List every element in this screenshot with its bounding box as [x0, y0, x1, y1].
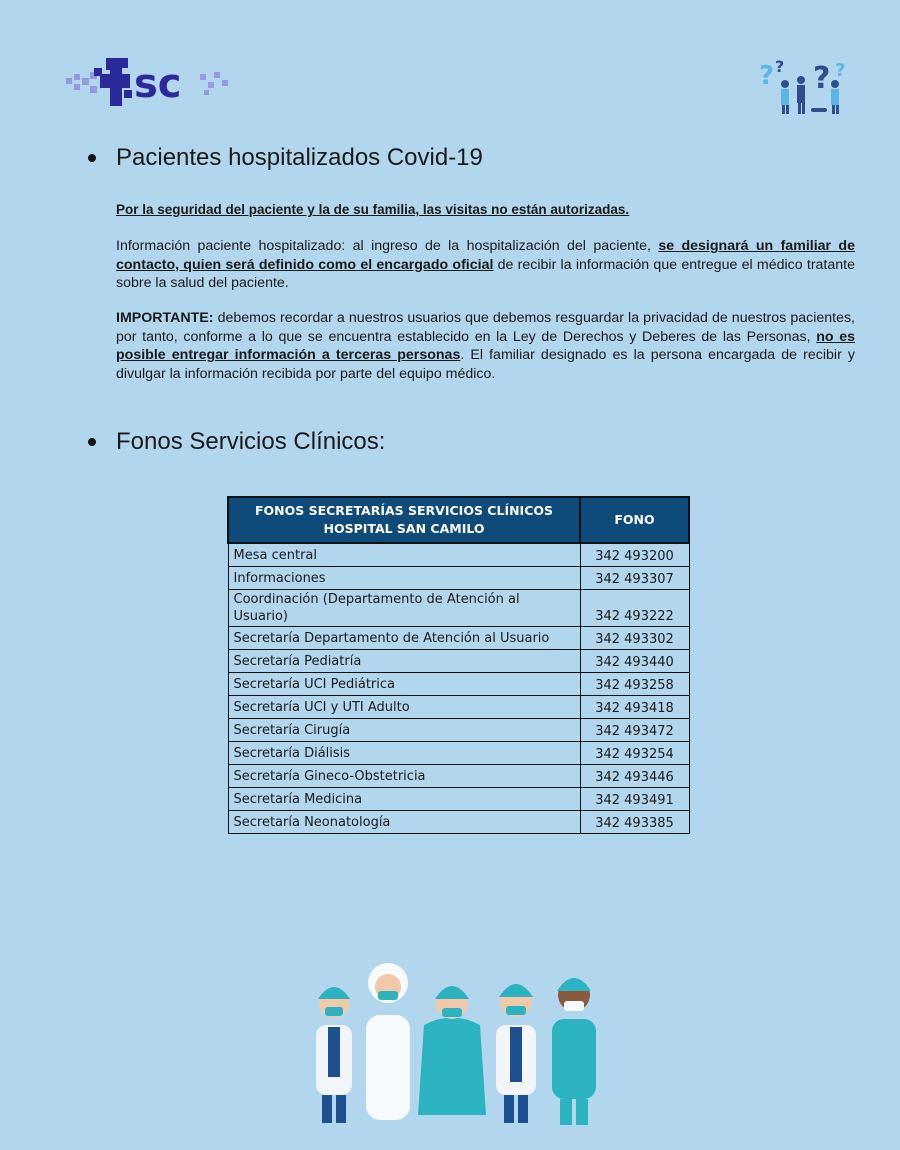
service-name-cell: Secretaría Medicina	[228, 788, 580, 811]
svg-text:?: ?	[775, 57, 785, 76]
table-header-row	[228, 497, 689, 543]
table-row	[228, 788, 689, 811]
section-title: Fonos Servicios Clínicos:	[116, 428, 386, 455]
phone-number-cell: 342 493222	[580, 590, 689, 627]
medical-staff-illustration	[298, 955, 603, 1130]
hospital-logo	[64, 52, 234, 112]
table-row	[228, 543, 689, 567]
phone-number-cell: 342 493472	[580, 719, 689, 742]
important-text-end: . El familiar designado es la persona encargada de recibir y divulgar la información recibida por parte del equipo médico.	[116, 347, 855, 382]
table-row	[228, 650, 689, 673]
questions-people-icon	[755, 54, 855, 116]
table-row	[228, 765, 689, 788]
info-text-start: Información paciente hospitalizado: al ingreso de la hospitalización del paciente,	[116, 238, 651, 254]
section-title: Pacientes hospitalizados Covid-19	[116, 144, 483, 171]
table-row	[228, 627, 689, 650]
table-body	[228, 543, 689, 834]
svg-text:?: ?	[835, 60, 846, 81]
service-name-cell: Secretaría Diálisis	[228, 742, 580, 765]
important-paragraph	[116, 309, 855, 383]
service-name-cell: Secretaría Pediatría	[228, 650, 580, 673]
header-line-2: HOSPITAL SAN CAMILO	[323, 521, 485, 536]
phone-number-cell: 342 493418	[580, 696, 689, 719]
table-row	[228, 696, 689, 719]
info-paragraph	[116, 237, 855, 293]
important-text-bold: no es posible entregar información a terceras personas	[116, 328, 855, 363]
section-covid-heading	[88, 144, 483, 172]
table-row	[228, 719, 689, 742]
column-header-service	[228, 497, 580, 543]
service-name-cell: Secretaría Departamento de Atención al Usuario	[228, 627, 580, 650]
service-name-cell: Secretaría UCI Pediátrica	[228, 673, 580, 696]
phone-number-cell: 342 493440	[580, 650, 689, 673]
svg-text:?: ?	[759, 61, 775, 91]
table-row	[228, 567, 689, 590]
important-label: IMPORTANTE:	[116, 310, 214, 326]
section-phones-heading	[88, 428, 385, 456]
service-name-cell: Mesa central	[228, 543, 580, 567]
bullet-icon	[88, 438, 96, 446]
table-row	[228, 811, 689, 834]
info-text-end: de recibir la información que entregue el médico tratante sobre la salud del paciente.	[116, 256, 855, 291]
svg-text:sc: sc	[134, 61, 182, 107]
phone-number-cell: 342 493385	[580, 811, 689, 834]
column-header-phone: FONO	[580, 497, 689, 543]
svg-text:?: ?	[813, 61, 831, 96]
bullet-icon	[88, 154, 96, 162]
info-text-bold: se designará un familiar de contacto, quien será definido como el encargado oficial	[116, 238, 855, 273]
service-name-cell: Coordinación (Departamento de Atención al Usuario)	[228, 590, 580, 627]
table-row	[228, 742, 689, 765]
phone-number-cell: 342 493446	[580, 765, 689, 788]
phone-number-cell: 342 493254	[580, 742, 689, 765]
service-name-cell: Secretaría Cirugía	[228, 719, 580, 742]
phone-number-cell: 342 493302	[580, 627, 689, 650]
service-name-cell: Informaciones	[228, 567, 580, 590]
service-name-cell: Secretaría UCI y UTI Adulto	[228, 696, 580, 719]
phone-number-cell: 342 493491	[580, 788, 689, 811]
table-row	[228, 673, 689, 696]
table-row	[228, 590, 689, 627]
phone-number-cell: 342 493307	[580, 567, 689, 590]
service-name-cell: Secretaría Neonatología	[228, 811, 580, 834]
visits-warning: Por la seguridad del paciente y la de su familia, las visitas no están autorizadas.	[116, 202, 630, 217]
phone-number-cell: 342 493258	[580, 673, 689, 696]
phones-table	[227, 496, 690, 834]
phone-number-cell: 342 493200	[580, 543, 689, 567]
service-name-cell: Secretaría Gineco-Obstetricia	[228, 765, 580, 788]
important-text-start: debemos recordar a nuestros usuarios que debemos resguardar la privacidad de nuestros pacientes, por tanto, conforme a lo que se encuentra establecido en la Ley de Derechos y Deberes de las Personas,	[116, 310, 855, 345]
header-line-1: FONOS SECRETARÍAS SERVICIOS CLÍNICOS	[254, 503, 554, 518]
